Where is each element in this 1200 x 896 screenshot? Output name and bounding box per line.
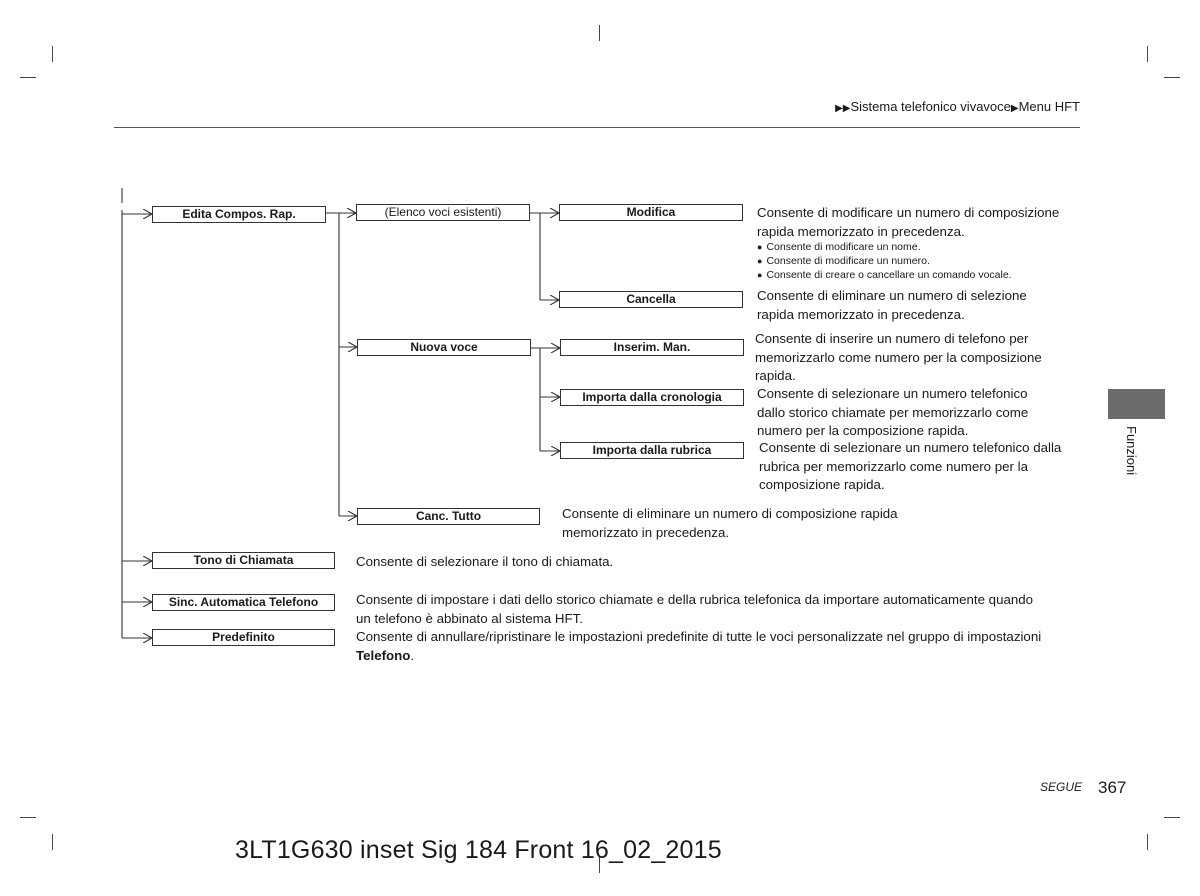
breadcrumb-section[interactable]: Sistema telefonico vivavoce: [850, 99, 1011, 114]
cancella-description: Consente di eliminare un numero di selezione rapida memorizzato in precedenza.: [757, 288, 1027, 322]
chapter-tab[interactable]: [1108, 389, 1165, 419]
continued-label: SEGUE: [1040, 780, 1083, 794]
menu-item-elenco-voci-esistenti[interactable]: (Elenco voci esistenti): [356, 204, 530, 221]
list-item: ● Consente di modificare un numero.: [757, 255, 930, 267]
menu-item-sinc-automatica-telefono[interactable]: Sinc. Automatica Telefono: [152, 594, 335, 611]
menu-item-importa-dalla-rubrica[interactable]: Importa dalla rubrica: [560, 442, 744, 459]
breadcrumb-separator-icon: ▶: [1010, 103, 1019, 114]
bullet-icon: ●: [757, 242, 763, 252]
menu-item-canc-tutto[interactable]: Canc. Tutto: [357, 508, 540, 525]
menu-item-importa-dalla-cronologia[interactable]: Importa dalla cronologia: [560, 389, 744, 406]
list-item: ● Consente di modificare un nome.: [757, 241, 921, 253]
importa-cronologia-description: Consente di selezionare un numero telefonico dallo storico chiamate per memorizzarlo come numero per la composizione rapida.: [757, 386, 1029, 438]
menu-item-predefinito[interactable]: Predefinito: [152, 629, 335, 646]
chapter-tab-label: Funzioni: [1124, 426, 1139, 476]
modifica-bullet-list: [757, 240, 1067, 282]
list-item: ● Consente di creare o cancellare un comando vocale.: [757, 269, 1012, 281]
tono-description: Consente di selezionare il tono di chiamata.: [356, 554, 614, 569]
menu-item-nuova-voce[interactable]: Nuova voce: [357, 339, 531, 356]
breadcrumb-subsection[interactable]: Menu HFT: [1018, 99, 1080, 114]
menu-item-tono-di-chiamata[interactable]: Tono di Chiamata: [152, 552, 335, 569]
sinc-description: Consente di impostare i dati dello storico chiamate e della rubrica telefonica da importare automaticamente quando un telefono è abbinato al sistema HFT.: [356, 592, 1034, 626]
inserim-man-description: Consente di inserire un numero di telefono per memorizzarlo come numero per la composizione rapida.: [755, 331, 1042, 383]
breadcrumb-arrows-icon: ▶▶: [835, 103, 851, 114]
bullet-icon: ●: [757, 270, 763, 280]
menu-item-edita-compos-rap[interactable]: Edita Compos. Rap.: [152, 206, 326, 223]
canc-tutto-description: Consente di eliminare un numero di composizione rapida memorizzato in precedenza.: [562, 506, 898, 540]
modifica-description: Consente di modificare un numero di composizione rapida memorizzato in precedenza.: [757, 205, 1060, 239]
menu-item-modifica[interactable]: Modifica: [559, 204, 743, 221]
print-slug: 3LT1G630 inset Sig 184 Front 16_02_2015: [235, 836, 722, 864]
page-number: 367: [1098, 778, 1127, 797]
predefinito-description: Consente di annullare/ripristinare le impostazioni predefinite di tutte le voci personalizzate nel gruppo di impostazioni Telefono.: [356, 629, 1042, 663]
bullet-icon: ●: [757, 256, 763, 266]
menu-item-cancella[interactable]: Cancella: [559, 291, 743, 308]
menu-item-inserim-man[interactable]: Inserim. Man.: [560, 339, 744, 356]
importa-rubrica-description: Consente di selezionare un numero telefonico dalla rubrica per memorizzarlo come numero per la composizione rapida.: [759, 440, 1062, 492]
